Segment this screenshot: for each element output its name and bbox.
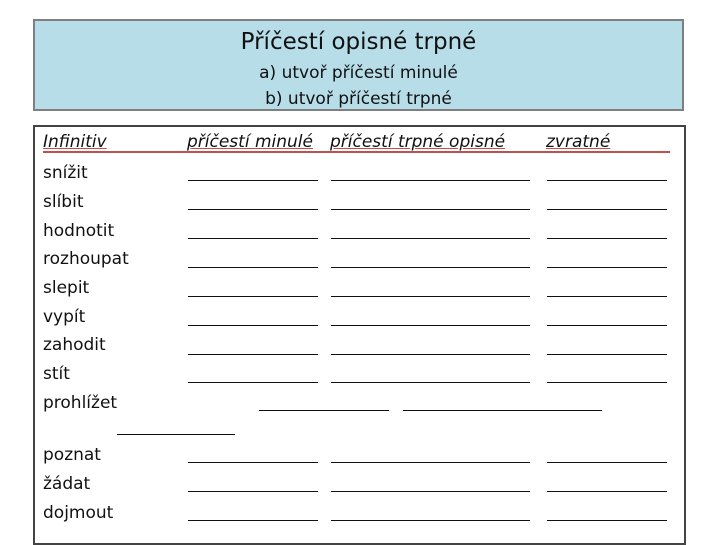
verb-rozhoupat: rozhoupat <box>43 249 129 269</box>
blank-reflexive-dojmout[interactable] <box>547 520 667 521</box>
verb-snizit: snížit <box>43 163 88 183</box>
header-infinitive: Infinitiv <box>43 132 107 152</box>
blank-reflexive-slibit[interactable] <box>547 209 667 210</box>
blank-reflexive-stit[interactable] <box>547 382 667 383</box>
exercise-table <box>33 125 686 545</box>
blank-past-zahodit[interactable] <box>188 354 318 355</box>
blank-reflexive-snizit[interactable] <box>547 180 667 181</box>
blank-passive-zadat[interactable] <box>331 491 530 492</box>
blank-past-hodnotit[interactable] <box>188 238 318 239</box>
verb-poznat: poznat <box>43 445 101 465</box>
blank-reflexive-prohlizet[interactable] <box>117 434 235 435</box>
blank-past-vypit[interactable] <box>188 325 318 326</box>
blank-passive-hodnotit[interactable] <box>331 238 530 239</box>
task-b: b) utvoř příčestí trpné <box>265 89 452 109</box>
header-reflexive: zvratné <box>546 132 611 152</box>
header-past-participle: příčestí minulé <box>187 132 313 152</box>
blank-passive-rozhoupat[interactable] <box>331 267 530 268</box>
verb-prohlizet: prohlížet <box>43 393 118 413</box>
blank-reflexive-slepit[interactable] <box>547 296 667 297</box>
blank-reflexive-poznat[interactable] <box>547 462 667 463</box>
verb-hodnotit: hodnotit <box>43 221 115 241</box>
verb-vypit: vypít <box>43 307 86 327</box>
blank-past-zadat[interactable] <box>188 491 318 492</box>
blank-past-stit[interactable] <box>188 382 318 383</box>
header-passive-participle: příčestí trpné opisné <box>330 132 506 152</box>
blank-passive-snizit[interactable] <box>331 180 530 181</box>
header-underline <box>43 151 670 153</box>
blank-passive-slepit[interactable] <box>331 296 530 297</box>
blank-reflexive-rozhoupat[interactable] <box>547 267 667 268</box>
blank-past-dojmout[interactable] <box>188 520 318 521</box>
blank-past-snizit[interactable] <box>188 180 318 181</box>
blank-past-slibit[interactable] <box>188 209 318 210</box>
verb-slepit: slepit <box>43 278 90 298</box>
verb-zahodit: zahodit <box>43 335 106 355</box>
blank-passive-stit[interactable] <box>331 382 530 383</box>
page-title: Příčestí opisné trpné <box>240 29 477 55</box>
blank-reflexive-hodnotit[interactable] <box>547 238 667 239</box>
blank-passive-prohlizet[interactable] <box>403 410 602 411</box>
verb-zadat: žádat <box>43 474 91 494</box>
blank-past-prohlizet[interactable] <box>259 410 389 411</box>
blank-passive-slibit[interactable] <box>331 209 530 210</box>
blank-passive-poznat[interactable] <box>331 462 530 463</box>
blank-passive-vypit[interactable] <box>331 325 530 326</box>
blank-past-poznat[interactable] <box>188 462 318 463</box>
blank-passive-zahodit[interactable] <box>331 354 530 355</box>
blank-past-rozhoupat[interactable] <box>188 267 318 268</box>
title-box <box>33 19 684 111</box>
verb-dojmout: dojmout <box>43 503 114 523</box>
verb-stit: stít <box>43 364 70 384</box>
blank-reflexive-zadat[interactable] <box>547 491 667 492</box>
task-a: a) utvoř příčestí minulé <box>259 63 458 83</box>
blank-passive-dojmout[interactable] <box>331 520 530 521</box>
blank-reflexive-vypit[interactable] <box>547 325 667 326</box>
verb-slibit: slíbit <box>43 192 84 212</box>
blank-past-slepit[interactable] <box>188 296 318 297</box>
blank-reflexive-zahodit[interactable] <box>547 354 667 355</box>
